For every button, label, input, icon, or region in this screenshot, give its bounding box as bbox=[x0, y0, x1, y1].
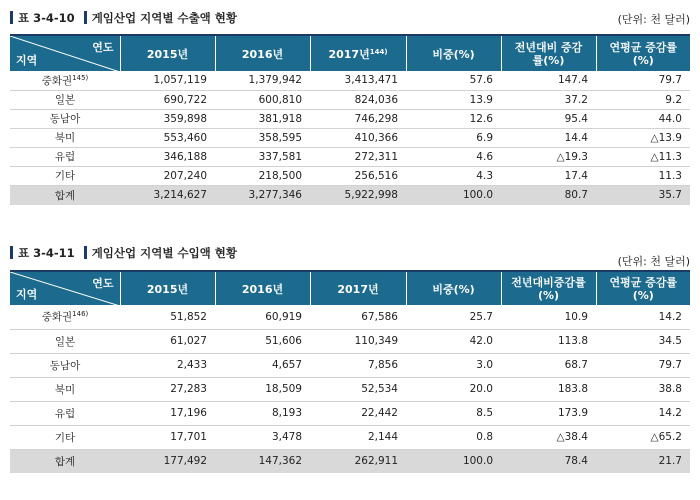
value-cell: 9.2 bbox=[596, 90, 690, 109]
value-cell: 5,922,998 bbox=[310, 185, 406, 205]
value-cell: 34.5 bbox=[596, 329, 690, 353]
table1-title: 게임산업 지역별 수출액 현황 bbox=[91, 11, 238, 25]
region-cell: 기타 bbox=[10, 425, 120, 449]
value-cell: 51,606 bbox=[215, 329, 310, 353]
col-header-2017: 2017년$^{144)}$ bbox=[310, 35, 406, 71]
table2-number: 표 3-4-11 bbox=[18, 246, 75, 260]
value-cell: 110,349 bbox=[310, 329, 406, 353]
value-cell: △13.9 bbox=[596, 128, 690, 147]
value-cell: 381,918 bbox=[215, 109, 310, 128]
value-cell: 2,433 bbox=[120, 353, 215, 377]
value-cell: 100.0 bbox=[406, 449, 501, 473]
value-cell: 13.9 bbox=[406, 90, 501, 109]
value-cell: 690,722 bbox=[120, 90, 215, 109]
value-cell: 68.7 bbox=[501, 353, 596, 377]
value-cell: 207,240 bbox=[120, 166, 215, 185]
value-cell: 177,492 bbox=[120, 449, 215, 473]
table-row bbox=[10, 329, 690, 353]
value-cell: 2,144 bbox=[310, 425, 406, 449]
value-cell: 78.4 bbox=[501, 449, 596, 473]
table-row bbox=[10, 109, 690, 128]
table-row bbox=[10, 377, 690, 401]
value-cell: 3,413,471 bbox=[310, 71, 406, 90]
col-header-2016: 2016년 bbox=[215, 35, 310, 71]
region-cell: 합계 bbox=[10, 449, 120, 473]
region-cell: 유럽 bbox=[10, 147, 120, 166]
value-cell: 44.0 bbox=[596, 109, 690, 128]
value-cell: △19.3 bbox=[501, 147, 596, 166]
value-cell: 27,283 bbox=[120, 377, 215, 401]
value-cell: 10.9 bbox=[501, 305, 596, 329]
region-cell: 북미 bbox=[10, 128, 120, 147]
value-cell: △38.4 bbox=[501, 425, 596, 449]
value-cell: 51,852 bbox=[120, 305, 215, 329]
value-cell: 79.7 bbox=[596, 353, 690, 377]
table1-number: 표 3-4-10 bbox=[18, 11, 75, 25]
corner-region-label: 지역 bbox=[16, 54, 38, 67]
region-cell: 일본 bbox=[10, 329, 120, 353]
export-table bbox=[10, 34, 690, 205]
caption-bar-icon bbox=[84, 246, 87, 259]
total-row bbox=[10, 449, 690, 473]
value-cell: 18,509 bbox=[215, 377, 310, 401]
value-cell: 4,657 bbox=[215, 353, 310, 377]
col-header-2016: 2016년 bbox=[215, 271, 310, 305]
region-cell: 북미 bbox=[10, 377, 120, 401]
col-header-share: 비중(%) bbox=[406, 271, 501, 305]
table1-unit: (단위: 천 달러) bbox=[617, 13, 690, 26]
value-cell: 80.7 bbox=[501, 185, 596, 205]
value-cell: 60,919 bbox=[215, 305, 310, 329]
corner-year-label: 연도 bbox=[92, 277, 114, 290]
col-header-2017: 2017년 bbox=[310, 271, 406, 305]
value-cell: 57.6 bbox=[406, 71, 501, 90]
region-cell: 일본 bbox=[10, 90, 120, 109]
value-cell: 14.2 bbox=[596, 305, 690, 329]
value-cell: △11.3 bbox=[596, 147, 690, 166]
table-row bbox=[10, 71, 690, 90]
footnote-marker: 146) bbox=[72, 310, 89, 319]
value-cell: 11.3 bbox=[596, 166, 690, 185]
corner-header bbox=[10, 271, 120, 305]
value-cell: 113.8 bbox=[501, 329, 596, 353]
corner-header bbox=[10, 35, 120, 71]
footnote-marker: 145) bbox=[72, 73, 89, 82]
region-cell: 기타 bbox=[10, 166, 120, 185]
value-cell: 4.6 bbox=[406, 147, 501, 166]
value-cell: 25.7 bbox=[406, 305, 501, 329]
caption-bar-icon bbox=[10, 11, 13, 24]
value-cell: 14.2 bbox=[596, 401, 690, 425]
table-row bbox=[10, 305, 690, 329]
col-header-2015: 2015년 bbox=[120, 35, 215, 71]
col-header-2015: 2015년 bbox=[120, 271, 215, 305]
value-cell: 1,379,942 bbox=[215, 71, 310, 90]
value-cell: 3,478 bbox=[215, 425, 310, 449]
value-cell: 20.0 bbox=[406, 377, 501, 401]
table2-header-row bbox=[10, 271, 690, 305]
value-cell: 147,362 bbox=[215, 449, 310, 473]
region-cell: 동남아 bbox=[10, 109, 120, 128]
value-cell: 17.4 bbox=[501, 166, 596, 185]
value-cell: 824,036 bbox=[310, 90, 406, 109]
value-cell: 272,311 bbox=[310, 147, 406, 166]
table-row bbox=[10, 90, 690, 109]
value-cell: 1,057,119 bbox=[120, 71, 215, 90]
value-cell: 17,196 bbox=[120, 401, 215, 425]
col-header-cagr: 연평균 증감률(%) bbox=[596, 35, 690, 71]
value-cell: 21.7 bbox=[596, 449, 690, 473]
value-cell: 7,856 bbox=[310, 353, 406, 377]
caption-bar-icon bbox=[84, 11, 87, 24]
value-cell: 337,581 bbox=[215, 147, 310, 166]
value-cell: 183.8 bbox=[501, 377, 596, 401]
table2-unit: (단위: 천 달러) bbox=[617, 255, 690, 268]
value-cell: 52,534 bbox=[310, 377, 406, 401]
value-cell: 410,366 bbox=[310, 128, 406, 147]
table-row bbox=[10, 147, 690, 166]
value-cell: 79.7 bbox=[596, 71, 690, 90]
value-cell: 95.4 bbox=[501, 109, 596, 128]
value-cell: 746,298 bbox=[310, 109, 406, 128]
corner-region-label: 지역 bbox=[16, 288, 38, 301]
value-cell: 0.8 bbox=[406, 425, 501, 449]
value-cell: 553,460 bbox=[120, 128, 215, 147]
value-cell: 12.6 bbox=[406, 109, 501, 128]
value-cell: 600,810 bbox=[215, 90, 310, 109]
col-header-yoy: 전년대비증감률 (%) bbox=[501, 271, 596, 305]
value-cell: 8,193 bbox=[215, 401, 310, 425]
value-cell: 35.7 bbox=[596, 185, 690, 205]
table2-caption bbox=[10, 245, 690, 268]
table1-header-row bbox=[10, 35, 690, 71]
value-cell: 14.4 bbox=[501, 128, 596, 147]
value-cell: 67,586 bbox=[310, 305, 406, 329]
region-cell: 유럽 bbox=[10, 401, 120, 425]
value-cell: 42.0 bbox=[406, 329, 501, 353]
caption-bar-icon bbox=[10, 246, 13, 259]
value-cell: 147.4 bbox=[501, 71, 596, 90]
table-row bbox=[10, 425, 690, 449]
value-cell: 359,898 bbox=[120, 109, 215, 128]
value-cell: 37.2 bbox=[501, 90, 596, 109]
value-cell: 346,188 bbox=[120, 147, 215, 166]
value-cell: 3,214,627 bbox=[120, 185, 215, 205]
value-cell: 61,027 bbox=[120, 329, 215, 353]
region-cell: 중화권$^{146)}$ bbox=[10, 305, 120, 329]
col-header-share: 비중(%) bbox=[406, 35, 501, 71]
value-cell: 17,701 bbox=[120, 425, 215, 449]
table1-caption bbox=[10, 10, 690, 28]
value-cell: 3.0 bbox=[406, 353, 501, 377]
col-header-cagr: 연평균 증감률(%) bbox=[596, 271, 690, 305]
value-cell: 218,500 bbox=[215, 166, 310, 185]
total-row bbox=[10, 185, 690, 205]
table-row bbox=[10, 166, 690, 185]
value-cell: 262,911 bbox=[310, 449, 406, 473]
region-cell: 동남아 bbox=[10, 353, 120, 377]
value-cell: 358,595 bbox=[215, 128, 310, 147]
region-cell: 합계 bbox=[10, 185, 120, 205]
table-row bbox=[10, 128, 690, 147]
table-row bbox=[10, 401, 690, 425]
value-cell: 8.5 bbox=[406, 401, 501, 425]
value-cell: 4.3 bbox=[406, 166, 501, 185]
value-cell: 22,442 bbox=[310, 401, 406, 425]
value-cell: 3,277,346 bbox=[215, 185, 310, 205]
col-header-yoy: 전년대비 증감률(%) bbox=[501, 35, 596, 71]
value-cell: 173.9 bbox=[501, 401, 596, 425]
table2-title: 게임산업 지역별 수입액 현황 bbox=[91, 246, 238, 260]
value-cell: 100.0 bbox=[406, 185, 501, 205]
value-cell: 38.8 bbox=[596, 377, 690, 401]
value-cell: 256,516 bbox=[310, 166, 406, 185]
footnote-marker: 144) bbox=[369, 47, 388, 56]
value-cell: △65.2 bbox=[596, 425, 690, 449]
table-row bbox=[10, 353, 690, 377]
corner-year-label: 연도 bbox=[92, 41, 114, 54]
value-cell: 6.9 bbox=[406, 128, 501, 147]
region-cell: 중화권$^{145)}$ bbox=[10, 71, 120, 90]
import-table bbox=[10, 270, 690, 473]
